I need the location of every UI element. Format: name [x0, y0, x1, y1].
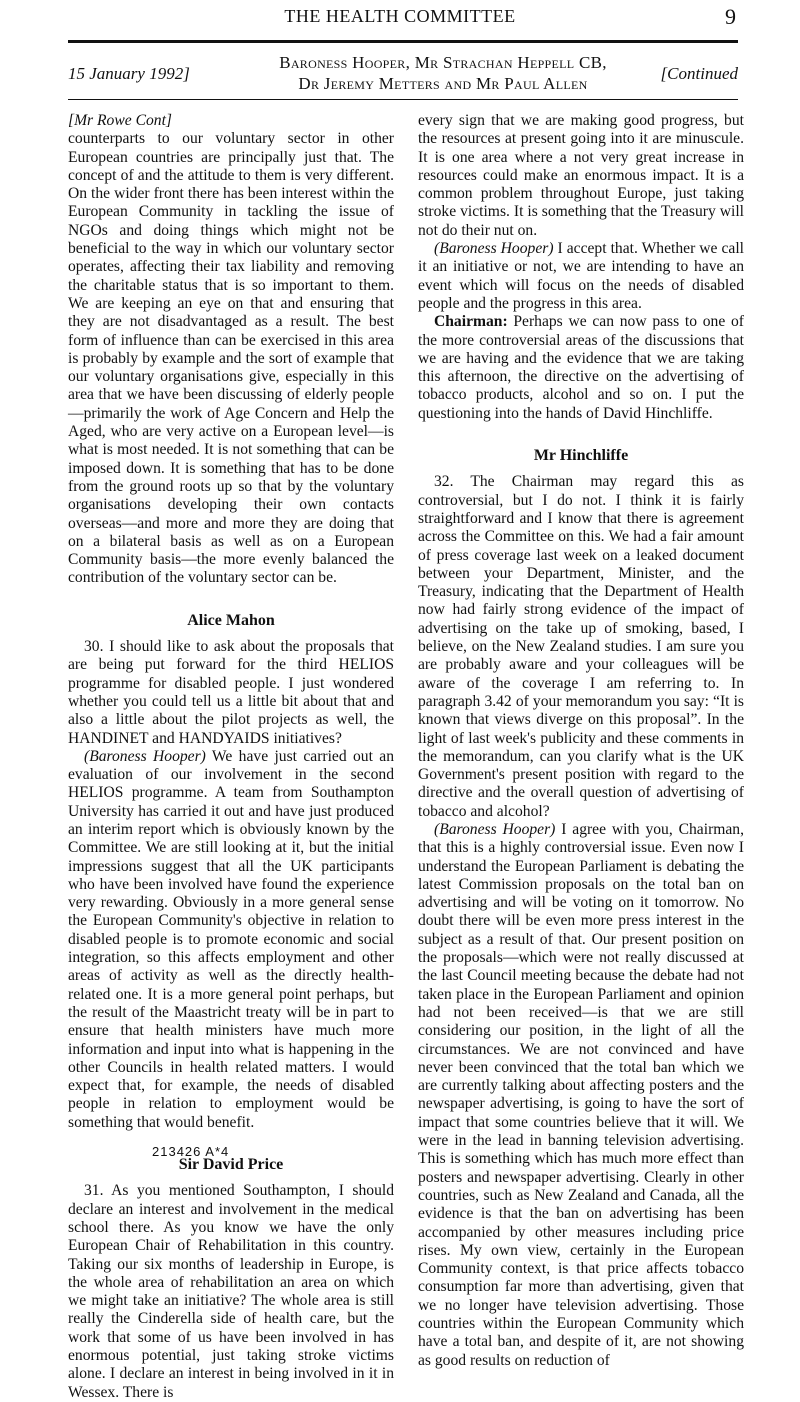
session-header — [68, 52, 738, 98]
chairman-label: Chairman: — [434, 313, 508, 331]
running-title: THE HEALTH COMMITTEE — [284, 6, 516, 26]
answer-30 — [68, 748, 394, 1132]
left-column — [68, 112, 394, 1402]
answer-31 — [418, 240, 744, 313]
question-30: 30. I should like to ask about the proposals that are being put forward for the third HELIOS programme for disabled people. I just wondered whether you could tell us a little bit about that and also a little about the pilot projects as well, the HANDINET and HANDYAIDS initiatives? — [68, 638, 394, 747]
header-rule — [68, 99, 738, 100]
continued-marker: [Continued — [660, 64, 738, 83]
witness-label: (Baroness Hooper) — [434, 240, 554, 258]
continuation-header: [Mr Rowe Cont] — [68, 112, 172, 129]
running-head — [0, 4, 800, 34]
answer-text: I agree with you, Chairman, that this is a highly controversial issue. Even now I understand the European Parliament is debating the latest Commission proposals on the total ban on advertising and will be voting on it tomorrow. No doubt there will be even more press interest in the subject as a result of that. Our present position on the proposals—which were not really discussed at the last Council meeting because the debate had not taken place in the European Parliament and opinion had not been received—is that we are still considering our position, in the light of all the circumstances. We are not convinced and have never been convinced that the total ban which we are currently talking about affecting posters and the newspaper advertising, is going to have the sort of impact that some countries believe that it will. We were in the lead in banning television advertising. This is something which has much more effect than posters and newspaper advertising. Clearly in other countries, such as New Zealand and Canada, all the evidence is that the ban on advertising has been accompanied by other measures including price rises. My own view, certainly in the European Community context, is that price affects tobacco consumption far more than advertising, given that we no longer have television advertising. Those countries within the European Community which have a total ban, and despite of it, are not showing as good results on reduction of — [418, 820, 745, 1369]
answer-text: I accept that. Whether we call it an initiative or not, we are intending to have an event which will focus on the needs of disabled people and the progress in this area. — [418, 240, 744, 312]
question-32: 32. The Chairman may regard this as controversial, but I do not. I think it is fairly straightforward and I know that there is agreement across the Committee on this. We had a fair amount of press coverage last week on a leaked document between your Department, Minister, and the Treasury, indicating that the Department of Health now had fairly strong evidence of the impact of advertising on the take up of smoking, based, I believe, on the New Zealand studies. I am sure you are probably aware and your colleagues will be aware of the coverage I am referring to. In paragraph 3.42 of your memorandum you say: “It is known that views diverge on this proposal”. In the light of last week's publicity and these comments in the memorandum, can you clarify what is the UK Government's present position with regard to the directive and the overall question of advertising of tobacco and alcohol? — [418, 473, 744, 820]
speaker-heading-hinchliffe: Mr Hinchliffe — [533, 447, 629, 465]
question-31: 31. As you mentioned Southampton, I should declare an interest and involvement in the medical school there. As you know we have the only European Chair of Rehabilitation in this country. Taking our six months of leadership in Europe, is the whole area of rehabilitation an area on which we might take an initiative? The whole area is still really the Cinderella side of health care, but the work that some of us have been involved in has enormous potential, just taking stroke victims alone. I declare an interest in being involved in it in Wessex. There is — [68, 1182, 394, 1401]
witness-label: (Baroness Hooper) — [84, 747, 206, 765]
print-code: 213426 A*4 — [152, 1144, 230, 1159]
chairman-text: Perhaps we can now pass to one of the more controversial areas of the discussions that we are having and the evidence that we are taking this afternoon, the directive on the advertising of tobacco products, alcohol and so on. I put the questioning into the hands of David Hinchliffe. — [418, 313, 744, 422]
right-column — [418, 112, 744, 1370]
witness-list — [233, 52, 653, 94]
chairman-remark — [418, 313, 744, 423]
witness-list-line-2: Dr Jeremy Metters and Mr Paul Allen — [298, 74, 588, 93]
speaker-heading-price: Sir David Price — [178, 1156, 284, 1174]
answer-text: We have just carried out an evaluation of our involvement in the second HELIOS programme. A team from Southampton University has carried it out and have just produced an interim report which is obviously known by the Committee. We are still looking at it, but the initial impressions suggest that all the UK participants who have been involved have found the experience very rewarding. Obviously in a more general sense the European Community's objective in relation to disabled people is to promote economic and social integration, so this affects employment and other areas of activity as well as the directly health- related one. It is a more general point perhaps, but the result of the Maastricht treaty will be in part to ensure that health ministers have much more information and input into what is happening in the other Councils in health related matters. I would expect that, for example, the needs of disabled people in relation to employment would be something that would benefit. — [68, 747, 395, 1131]
witness-label: (Baroness Hooper) — [434, 820, 556, 838]
question-31-continued: every sign that we are making good progress, but the resources at present going into it are minuscule. It is one area where a not very great increase in resources could make an enormous impact. It is a common problem throughout Europe, just taking stroke victims. It is something that the Treasury will not do their nut on. — [418, 112, 744, 239]
top-rule — [68, 40, 738, 43]
answer-32 — [418, 821, 744, 1370]
speaker-heading-mahon: Alice Mahon — [187, 611, 275, 629]
paragraph-rowe-continued: counterparts to our voluntary sector in other European countries are principally just that. The concept of and the attitude to them is very different. On the wider front there has been interest within the European Community in tackling the issue of NGOs and doing things which might not be beneficial to the way in which our voluntary sector operates, affecting their tax liability and removing the charitable status that is so important to them. We are keeping an eye on that and ensuring that they are not disadvantaged as a result. The best form of influence than can be exercised in this area is probably by example and the sort of example that our voluntary organisations give, especially in this area that we have been discussing of elderly people—primarily the work of Age Concern and Help the Aged, who are very active on a European level—is what is most needed. It is not something that can be imposed down. It is something that has to be done from the ground roots up so that by the voluntary organisations developing their own contacts overseas—and more and more they are doing that on a bilateral basis as well as on a European Community basis—the more evenly balanced the contribution of the voluntary sector can be. — [68, 130, 394, 587]
witness-list-line-1: Baroness Hooper, Mr Strachan Heppell CB, — [279, 53, 607, 72]
session-date: 15 January 1992] — [68, 64, 190, 83]
page-number: 9 — [725, 4, 736, 29]
